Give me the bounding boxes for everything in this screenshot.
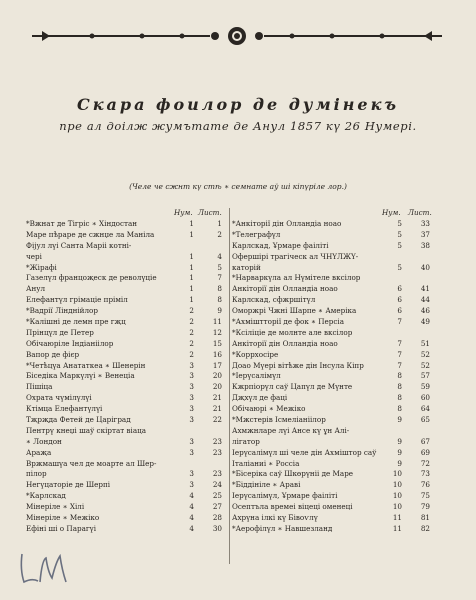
entry-number: 1 (189, 273, 194, 283)
entry-number: 2 (189, 327, 194, 337)
entry-page: 40 (420, 262, 430, 272)
entry-page: 51 (420, 338, 430, 348)
entry-number: 1 (189, 229, 194, 239)
entry-title: *Четѣцүа Анататкеа ∗ Шенерін (26, 360, 146, 370)
entry-page: 2 (217, 229, 222, 239)
entry-title: Газелүл францоҗеск де револүціе (26, 273, 157, 283)
index-entry (26, 350, 228, 361)
entry-title: Ахмжнларе лүі Ансе кү ұн Алі- (232, 425, 350, 435)
entry-title: *Бісеріка саў Шкөрүніі де Маре (232, 469, 354, 479)
entry-title: Осептъла времеі віцеці оменеці (232, 502, 353, 512)
entry-number: 3 (189, 382, 194, 392)
index-entry (232, 448, 448, 459)
entry-number: 10 (392, 480, 402, 490)
entry-number: 9 (397, 415, 402, 425)
entry-page: 1 (217, 219, 222, 228)
index-entry (232, 241, 448, 252)
index-entry (26, 480, 228, 491)
entry-title: Доао Мүері вітѣже дін Інсула Кіпр (232, 360, 364, 370)
entry-page: 49 (420, 317, 430, 327)
index-entry (26, 513, 228, 524)
entry-number: 10 (392, 469, 402, 479)
entry-title: Дҗхүл де фаці (232, 393, 288, 403)
entry-page: 33 (420, 219, 430, 228)
entry-title: Пентрү кнеџі шаў скіртат віаца (26, 425, 147, 435)
entry-number: 6 (397, 295, 402, 305)
index-entry (26, 252, 228, 263)
entry-title: Анкіторії дін Олландіа ноао (232, 284, 338, 294)
num-header: Нум. (174, 208, 193, 217)
entry-number: 2 (189, 306, 194, 316)
entry-title: *Біддініле ∗ Араві (232, 480, 301, 490)
entry-title: Карлскад, Ұрмаре фаіліті (232, 240, 329, 250)
index-entry (26, 263, 228, 274)
entry-title: Пішіца (26, 382, 53, 392)
entry-title: Біседіка Маркүлүі ∗ Венеціа (26, 371, 135, 381)
entry-page: 44 (420, 295, 430, 305)
index-entry (26, 426, 228, 437)
index-entry (26, 339, 228, 350)
document-subtitle: пре ал доілж жумътате де Анул 1857 кү 26 Нумері. (59, 119, 417, 133)
index-entry (26, 361, 228, 372)
entry-page: 16 (212, 349, 222, 359)
entry-number: 9 (397, 436, 402, 446)
index-entry (232, 426, 448, 437)
entry-title: Офершірі трагіческ ал ЧНҮЛЖҮ- (232, 251, 359, 261)
index-entry (232, 328, 448, 339)
entry-number: 8 (397, 393, 402, 403)
num-header: Нум. (382, 208, 401, 217)
handwritten-signature (14, 548, 74, 588)
column-header (26, 208, 228, 219)
entry-page: 75 (420, 491, 430, 501)
list-header: Лист. (408, 208, 432, 217)
entry-title: *Анкіторії дін Олландіа ноао (232, 219, 342, 228)
legend-note: (Челе че сжнт кү стѣ ∗ семнате аў ші кіпүріле лор.) (129, 182, 347, 191)
entry-page: 81 (420, 513, 430, 523)
entry-title: Ахрүна ілкі кү Бівоѵлү (232, 513, 318, 523)
entry-page: 37 (420, 229, 430, 239)
entry-title: Мінеріле ∗ Межіко (26, 513, 100, 523)
entry-title: *Нарваркүла ал Нүмітеле вксілор (232, 273, 361, 283)
entry-number: 3 (189, 436, 194, 446)
entry-title: Обічаюрі ∗ Межіко (232, 404, 306, 414)
entry-title: Охрата чүмілүлүі (26, 393, 92, 403)
entry-title: Анкіторії дін Олландіа ноао (232, 338, 338, 348)
index-entry (232, 404, 448, 415)
entry-title: *Іерүсалімүл (232, 371, 281, 381)
entry-number: 8 (397, 382, 402, 392)
index-entry (26, 393, 228, 404)
list-header: Лист. (198, 208, 222, 217)
entry-page: 20 (212, 382, 222, 392)
entry-title: *Мжстерів Ісмеліаніілор (232, 415, 326, 425)
entry-title: Мінеріле ∗ Хілі (26, 502, 85, 512)
entry-number: 2 (189, 317, 194, 327)
entry-page: 23 (212, 436, 222, 446)
index-entry (232, 524, 448, 535)
entry-title: Тҗрҗда Фетей де Царіград (26, 415, 131, 425)
index-entry (26, 371, 228, 382)
entry-page: 64 (420, 404, 430, 414)
entry-number: 3 (189, 393, 194, 403)
entry-title: лігатор (232, 436, 260, 446)
entry-title: Елефантүл грімаціе пріміл (26, 295, 128, 305)
entry-page: 15 (212, 338, 222, 348)
index-entry (232, 219, 448, 230)
entry-number: 6 (397, 306, 402, 316)
entry-page: 65 (420, 415, 430, 425)
entry-number: 3 (189, 447, 194, 457)
entry-title: Італіаниі ∗ Россіа (232, 458, 300, 468)
entry-page: 38 (420, 240, 430, 250)
index-entry (26, 317, 228, 328)
entry-title: *Карлскад (26, 491, 66, 501)
entry-number: 4 (189, 491, 194, 501)
entry-title: Вржмашүа чел де моарте ал Шер- (26, 458, 157, 468)
entry-number: 5 (397, 229, 402, 239)
index-entry (26, 328, 228, 339)
index-column-left (26, 208, 228, 535)
entry-title: *Жірафі (26, 262, 57, 272)
index-entry (232, 437, 448, 448)
entry-page: 24 (212, 480, 222, 490)
index-entry (26, 524, 228, 535)
entry-number: 1 (189, 284, 194, 294)
entry-page: 25 (212, 491, 222, 501)
entry-number: 7 (397, 317, 402, 327)
entry-title: *Вжнат де Тігріс ∗ Хіндостан (26, 219, 138, 228)
entry-page: 4 (217, 251, 222, 261)
entry-number: 11 (392, 513, 402, 523)
entry-page: 30 (212, 523, 222, 533)
entry-number: 9 (397, 458, 402, 468)
entry-page: 7 (217, 273, 222, 283)
index-entry (26, 219, 228, 230)
index-entry (26, 502, 228, 513)
entry-number: 4 (189, 523, 194, 533)
entry-page: 76 (420, 480, 430, 490)
entry-number: 1 (189, 295, 194, 305)
entry-page: 60 (420, 393, 430, 403)
entry-title: Негүцаторіе де Шерпі (26, 480, 111, 490)
entry-number: 3 (189, 371, 194, 381)
entry-number: 11 (392, 523, 402, 533)
entry-number: 3 (189, 360, 194, 370)
entry-title: *Телеграфүл (232, 229, 281, 239)
entry-page: 67 (420, 436, 430, 446)
index-entry (232, 480, 448, 491)
index-entry (26, 415, 228, 426)
entry-title: Ефіні ші о Парагүі (26, 523, 96, 533)
entry-number: 10 (392, 502, 402, 512)
index-entry (26, 284, 228, 295)
index-entry (26, 459, 228, 470)
index-entry (232, 459, 448, 470)
entry-title: Прінцүл де Петер (26, 327, 94, 337)
entry-number: 2 (189, 349, 194, 359)
entry-title: *Калішні де лемн пре гҗц (26, 317, 126, 327)
decorative-border (32, 26, 442, 46)
entry-title: ∗ Лондон (26, 436, 62, 446)
entry-number: 9 (397, 447, 402, 457)
index-entry (232, 371, 448, 382)
index-entry (232, 252, 448, 263)
entry-page: 17 (212, 360, 222, 370)
entry-title: Іерүсалімүл, Ұрмаре фаіліті (232, 491, 338, 501)
entry-page: 9 (217, 306, 222, 316)
entry-title: Фіјул лүі Санта Маріі котні- (26, 240, 132, 250)
index-entry (26, 491, 228, 502)
entry-page: 21 (212, 393, 222, 403)
entry-page: 52 (420, 360, 430, 370)
entry-title: *Ахміштторії де фок ∗ Персіа (232, 317, 345, 327)
entry-title: Анул (26, 284, 46, 294)
entry-title: Оморжрі Чжні Шарпе ∗ Амеріка (232, 306, 357, 316)
index-entry (232, 415, 448, 426)
entry-title: Маре пѣраре де сжнџе ла Маніла (26, 229, 155, 239)
entry-number: 4 (189, 502, 194, 512)
entry-number: 7 (397, 349, 402, 359)
entry-page: 73 (420, 469, 430, 479)
entry-number: 1 (189, 262, 194, 272)
entry-page: 52 (420, 349, 430, 359)
entry-title: Іерүсалімүл ші челе дін Ахміштор саў (232, 447, 377, 457)
entry-page: 23 (212, 447, 222, 457)
index-entry (232, 306, 448, 317)
index-entry (26, 295, 228, 306)
index-column-right (232, 208, 448, 535)
entry-page: 21 (212, 404, 222, 414)
index-entry (232, 491, 448, 502)
entry-title: *Коррхосіре (232, 349, 279, 359)
index-entry (232, 339, 448, 350)
entry-page: 12 (212, 327, 222, 337)
index-entry (232, 317, 448, 328)
entry-page: 28 (212, 513, 222, 523)
entry-page: 69 (420, 447, 430, 457)
entry-title: Вапор де фієр (26, 349, 80, 359)
entry-number: 3 (189, 480, 194, 490)
entry-title: *Аерофілүл ∗ Навшезланд (232, 523, 333, 533)
entry-number: 10 (392, 491, 402, 501)
entry-number: 5 (397, 240, 402, 250)
entry-number: 5 (397, 219, 402, 228)
entry-number: 8 (397, 371, 402, 381)
entry-page: 41 (420, 284, 430, 294)
entry-title: *Вадрії Лінднійлор (26, 306, 98, 316)
entry-page: 82 (420, 523, 430, 533)
index-entry (26, 273, 228, 284)
index-entry (232, 502, 448, 513)
entry-page: 20 (212, 371, 222, 381)
entry-page: 57 (420, 371, 430, 381)
entry-number: 7 (397, 338, 402, 348)
entry-page: 23 (212, 469, 222, 479)
index-entry (26, 306, 228, 317)
entry-number: 7 (397, 360, 402, 370)
index-entry (232, 263, 448, 274)
entry-number: 2 (189, 338, 194, 348)
entry-page: 72 (420, 458, 430, 468)
entry-number: 8 (397, 404, 402, 414)
entry-number: 4 (189, 513, 194, 523)
entry-page: 11 (212, 317, 222, 327)
entry-title: Обічаюріле Індіаніілор (26, 338, 114, 348)
entry-title: Ктімца Елефантүлүі (26, 404, 103, 414)
entry-number: 3 (189, 415, 194, 425)
entry-title: Карлскад, сфжршітүл (232, 295, 316, 305)
index-entry (26, 437, 228, 448)
entry-page: 8 (217, 284, 222, 294)
index-entry (232, 230, 448, 241)
entry-page: 59 (420, 382, 430, 392)
column-divider (229, 208, 230, 564)
entry-number: 1 (189, 251, 194, 261)
entry-title: *Ксіліціе де молнте але вксілор (232, 327, 353, 337)
entry-page: 5 (217, 262, 222, 272)
index-entry (232, 513, 448, 524)
entry-number: 3 (189, 469, 194, 479)
entry-page: 27 (212, 502, 222, 512)
entry-title: чері (26, 251, 42, 261)
index-entry (26, 241, 228, 252)
index-entry (232, 295, 448, 306)
document-title: Скара фоилор де думінекъ (76, 95, 400, 114)
entry-title: Араҗа (26, 447, 52, 457)
entry-title: Кжрпіорүл саў Цапүл де Мүнте (232, 382, 353, 392)
entry-page: 8 (217, 295, 222, 305)
index-entry (26, 230, 228, 241)
index-entry (26, 382, 228, 393)
index-entry (232, 273, 448, 284)
index-entry (26, 404, 228, 415)
entry-title: каторій (232, 262, 261, 272)
entry-number: 5 (397, 262, 402, 272)
entry-title: пілор (26, 469, 47, 479)
index-entry (232, 350, 448, 361)
index-entry (232, 361, 448, 372)
index-entry (232, 469, 448, 480)
column-header (232, 208, 448, 219)
index-entry (232, 382, 448, 393)
index-entry (26, 469, 228, 480)
index-entry (232, 393, 448, 404)
index-entry (232, 284, 448, 295)
index-entry (26, 448, 228, 459)
entry-number: 3 (189, 404, 194, 414)
entry-number: 1 (189, 219, 194, 228)
entry-page: 22 (212, 415, 222, 425)
entry-number: 6 (397, 284, 402, 294)
entry-page: 79 (420, 502, 430, 512)
entry-page: 46 (420, 306, 430, 316)
